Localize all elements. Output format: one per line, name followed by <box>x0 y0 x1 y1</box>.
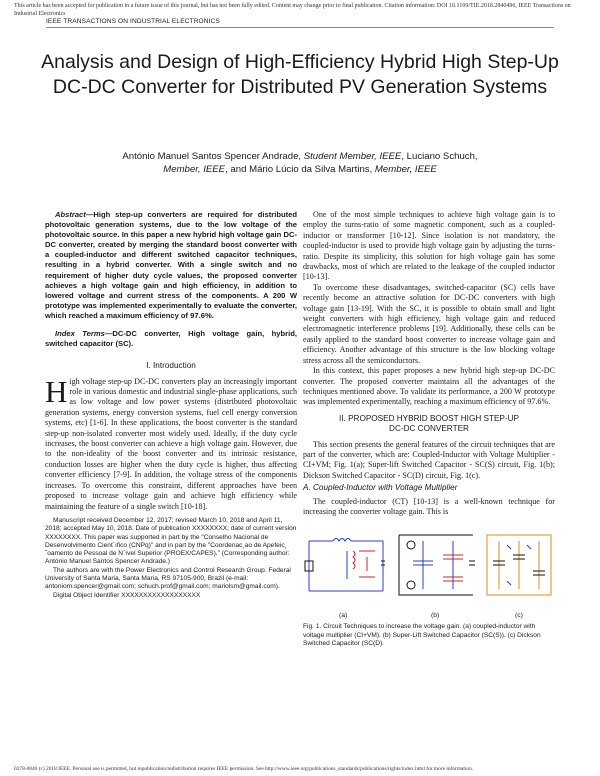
paper-title: Analysis and Design of High-Efficiency Hybrid High Step-Up DC-DC Converter for Distributed PV Generation Systems <box>41 51 559 98</box>
circuit-a <box>305 539 385 592</box>
subsection-heading: A. Coupled-Inductor with Voltage Multiplier <box>303 483 458 493</box>
footnote: The authors are with the Power Electronics and Control Research Group. Federal University of Santa Maria, Santa Maria, RS 97105-900, Brazil (e-mail: antoniom.spencer@gmail.com; schuch.prof@gmail.com; mariolsm@gmail.com). <box>45 566 291 591</box>
abstract-text: —High step-up converters are required for distributed photovoltaic generation systems, due to the low voltage of the photovoltaic source. In this paper a new hybrid high voltage gain DC-DC converter, created by merging the standard boost converter with a coupled-inductor and different switched capacitor techniques, resulting in a hybrid converter. With a single switch and no requirement of higher duty cycle values, the proposed converter achieves a high voltage gain and high efficiency, in addition to lowered voltage and current stress of the components. A 200 W prototype was implemented experimentally to evaluate the converter, which reached a maximum efficiency of 97.6%. <box>45 210 297 320</box>
section-heading-line: II. PROPOSED HYBRID BOOST HIGH STEP-UP <box>338 413 519 423</box>
circuit-c <box>487 535 551 595</box>
intro-paragraph <box>45 373 297 512</box>
left-column <box>45 210 297 600</box>
figure-1 <box>303 521 555 623</box>
body-paragraph: In this context, this paper proposes a new hybrid high step-up DC-DC converter. The proposed converter maintains all the advantages of the techniques mentioned above. To validate its performance, a 200 W prototype was implemented experimentally, reaching a maximum efficiency of 97.6%. <box>303 366 555 407</box>
publication-notice: This article has been accepted for publication in a future issue of this journal, but has not been fully edited. Content may change prior to final publication. Citation information: DOI 10.1109/TIE.2018.2840496, IEEE Transactions on Industrial Electronics <box>14 3 571 17</box>
circuit-diagrams <box>303 521 555 611</box>
copyright-footer: 0278-0046 (c) 2018 IEEE. Personal use is permitted, but republication/redistribution requires IEEE permission. See http://www.ieee.org/publications_standards/publications/rights/index.html for more information. <box>14 766 474 772</box>
index-terms <box>45 329 297 349</box>
abstract-label: Abstract <box>55 210 86 219</box>
body-paragraph: One of the most simple techniques to achieve high voltage gain is to employ the turns-ratio of some magnetic component, such as a coupled-inductor or transformer [10-12]. Since isolation is not mandatory, the coupled-inductor is used to provide high voltage gain by adjusting the turns-ratio. Despite its simplicity, this solution for high voltage gain has some drawbacks, most of which are related to the leakage of the coupled inductor [10-13]. <box>303 210 555 282</box>
circuit-b <box>399 535 475 595</box>
body-paragraph: This section presents the general features of the circuit techniques that are part of the converter, which are: Coupled-Inductor with Voltage Multiplier - CI+VM; Fig. 1(a); Super-lift Switched Capacitor - SC(S) circuit, Fig. 1(b); Dickson Switched Capacitor - SC(D) circuit, Fig. 1(c). <box>303 439 555 480</box>
section-heading: I. Introduction <box>146 361 196 371</box>
author-list <box>40 150 560 176</box>
drop-cap: H <box>45 373 68 409</box>
author-name: António Manuel Santos Spencer Andrade, <box>122 151 304 162</box>
index-terms-text: —DC-DC converter, High voltage gain, hybrid, switched capacitor (SC). <box>45 329 297 349</box>
section-heading <box>303 414 555 435</box>
author-membership: Student Member, IEEE <box>303 151 402 162</box>
body-paragraph: To overcome these disadvantages, switched-capacitor (SC) cells have recently become an attractive solution for DC-DC converters with high voltage gain [13-19]. With the SC, it is possible to obtain small and light weight converters with high efficiency, high voltage gain and reduced electromagnetic interference problems [19]. Additionally, these cells can be easily applied to the standard boost converter to increase voltage gain and efficiency. Another advantage of this structure is the low blocking voltage stress across all the semiconductors. <box>303 282 555 365</box>
section-heading-line: DC-DC CONVERTER <box>389 424 469 434</box>
body-paragraph: The coupled-inductor (CT) [10-13] is a well-known technique for increasing the converter voltage gain. This is <box>303 496 555 516</box>
sublabel-a: (a) <box>339 612 348 620</box>
author-membership: Member, IEEE <box>374 164 437 175</box>
sublabel-b: (b) <box>431 612 440 620</box>
footnotes <box>45 517 297 600</box>
abstract <box>45 210 297 321</box>
footnote: Manuscript received December 12, 2017; revised March 10, 2018 and April 11, 2018; accepted May 10, 2018. Date of publication XXXXXXXX; date of current version XXXXXXXX. This paper was supported in part by the "Conselho Nacional de Desenvolvimento Cient´ıfico (CNPq)" and in part by the "Coordenac¸ao de Apefeic¸ ˜oamento de Pessoal de N´ıvel Superior (PROEX/CAPES)." (Corresponding author: António Manuel Santos Spencer Andrade.) <box>45 516 297 566</box>
intro-text: igh voltage step-up DC-DC converters play an increasingly important role in various domestic and industrial single-phase applications, such as low voltage and low power systems (distributed photovoltaic generation systems, energy conversion systems, fuel cell energy conversion systems, etc) [1-6]. In these applications, the boost converter is the standard step-up non-isolated converter most widely used. Ideally, if the duty cycle increases, the boost converter can achieve a high voltage gain. However, due to the non-ideality of the boost converter and its intrinsic resistance, conduction losses are higher when the duty cycle is higher, thus affecting converter efficiency [7-9]. In addition, the voltage stress of the components increases. To overcome this constraint, different approaches have been proposed to increase voltage gain and achieve high efficiency while maintaining the feature of a single switch [10-18]. <box>45 376 297 511</box>
index-terms-label: Index Terms <box>55 329 105 339</box>
journal-header: IEEE TRANSACTIONS ON INDUSTRIAL ELECTRONICS <box>46 18 220 25</box>
author-name: , and Mário Lúcio da Silva Martins, <box>225 164 375 175</box>
figure-caption: Fig. 1. Circuit Techniques to increase the voltage gain. (a) coupled-inductor with voltage multiplier (CI+VM). (b) Super-Lift Switched Capacitor (SC(S)). (c) Dickson Switched Capacitor (SC(D). <box>303 623 541 647</box>
author-name: , Luciano Schuch, <box>401 151 478 162</box>
header-divider <box>46 27 554 28</box>
author-membership: Member, IEEE <box>163 164 226 175</box>
footnote: Digital Object Identifier XXXXXXXXXXXXXXXXXX <box>53 591 201 599</box>
sublabel-c: (c) <box>515 612 523 620</box>
right-column <box>303 210 555 648</box>
